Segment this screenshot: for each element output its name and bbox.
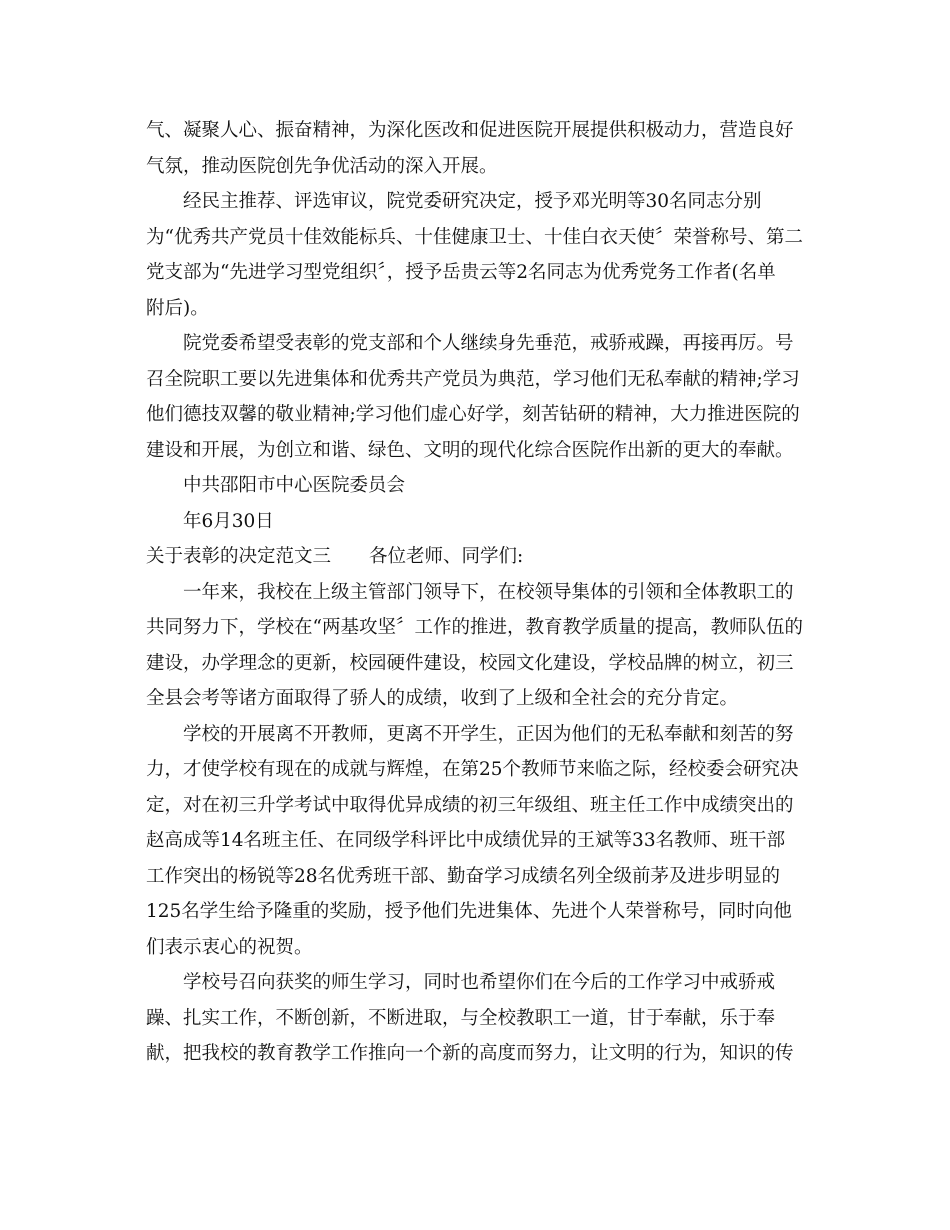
- document-title: 关于表彰的决定范文三: [146, 546, 332, 567]
- text-line: 定，对在初三升学考试中取得优异成绩的初三年级组、班主任工作中成绩突出的: [146, 794, 794, 816]
- text-line: 学校的开展离不开教师，更离不开学生，正因为他们的无私奉献和刻苦的努: [183, 723, 794, 745]
- text-line: 献，把我校的教育教学工作推向一个新的高度而努力，让文明的行为，知识的传: [146, 1043, 794, 1064]
- text-line: 一年来，我校在上级主管部门领导下，在校领导集体的引领和全体教职工的: [183, 581, 794, 603]
- lines-before: [146, 113, 806, 539]
- text-line: 们表示衷心的祝贺。: [146, 936, 313, 958]
- text-line: 躁、扎实工作，不断创新，不断进取，与全校教职工一道，甘于奉献，乐于奉: [146, 1007, 776, 1029]
- text-line: 党支部为“先进学习型党组织〞，授予岳贵云等2名同志为优秀党务工作者(名单: [146, 262, 776, 283]
- text-line: 为“优秀共产党员十佳效能标兵、十佳健康卫士、十佳白衣天使〞荣誉称号、第二: [146, 226, 803, 248]
- text-line: 气、凝聚人心、振奋精神，为深化医改和促进医院开展提供积极动力，营造良好: [146, 120, 794, 141]
- text-line: 附后)。: [146, 297, 209, 319]
- text-line: 院党委希望受表彰的党支部和个人继续身先垂范，戒骄戒躁，再接再厉。号: [183, 333, 794, 354]
- text-line: 建设，办学理念的更新，校园硬件建设，校园文化建设，学校品牌的树立，初三: [146, 652, 794, 674]
- heading-line: [146, 539, 806, 575]
- text-line: 中共邵阳市中心医院委员会: [183, 475, 406, 496]
- text-line: 全县会考等诸方面取得了骄人的成绩，收到了上级和全社会的充分肯定。: [146, 688, 739, 709]
- text-line: 年6月30日: [183, 510, 274, 532]
- text-line: 125名学生给予隆重的奖励，授予他们先进集体、先进个人荣誉称号，同时向他: [146, 901, 792, 922]
- text-line: 经民主推荐、评选审议，院党委研究决定，授予邓光明等30名同志分别: [183, 191, 762, 212]
- text-line: 共同努力下，学校在“两基攻坚〞工作的推进，教育教学质量的提高，教师队伍的: [146, 617, 803, 638]
- text-line: 气氛，推动医院创先争优活动的深入开展。: [146, 155, 498, 177]
- lines-after: [146, 575, 806, 1072]
- text-line: 赵高成等14名班主任、在同级学科评比中成绩优异的王斌等33名教师、班干部: [146, 830, 786, 851]
- document-body: [146, 113, 806, 1072]
- text-line: 学校号召向获奖的师生学习，同时也希望你们在今后的工作学习中戒骄戒: [183, 972, 776, 993]
- text-line: 建设和开展，为创立和谐、绿色、文明的现代化综合医院作出新的更大的奉献。: [146, 439, 794, 461]
- salutation: 各位老师、同学们:: [369, 546, 524, 567]
- text-line: 召全院职工要以先进集体和优秀共产党员为典范，学习他们无私奉献的精神;学习: [146, 368, 800, 390]
- text-line: 工作突出的杨锐等28名优秀班干部、勤奋学习成绩名列全级前茅及进步明显的: [146, 865, 781, 887]
- text-line: 力，才使学校有现在的成就与辉煌，在第25个教师节来临之际，经校委会研究决: [146, 759, 799, 780]
- text-line: 他们德技双馨的敬业精神;学习他们虚心好学，刻苦钻研的精神，大力推进医院的: [146, 404, 800, 425]
